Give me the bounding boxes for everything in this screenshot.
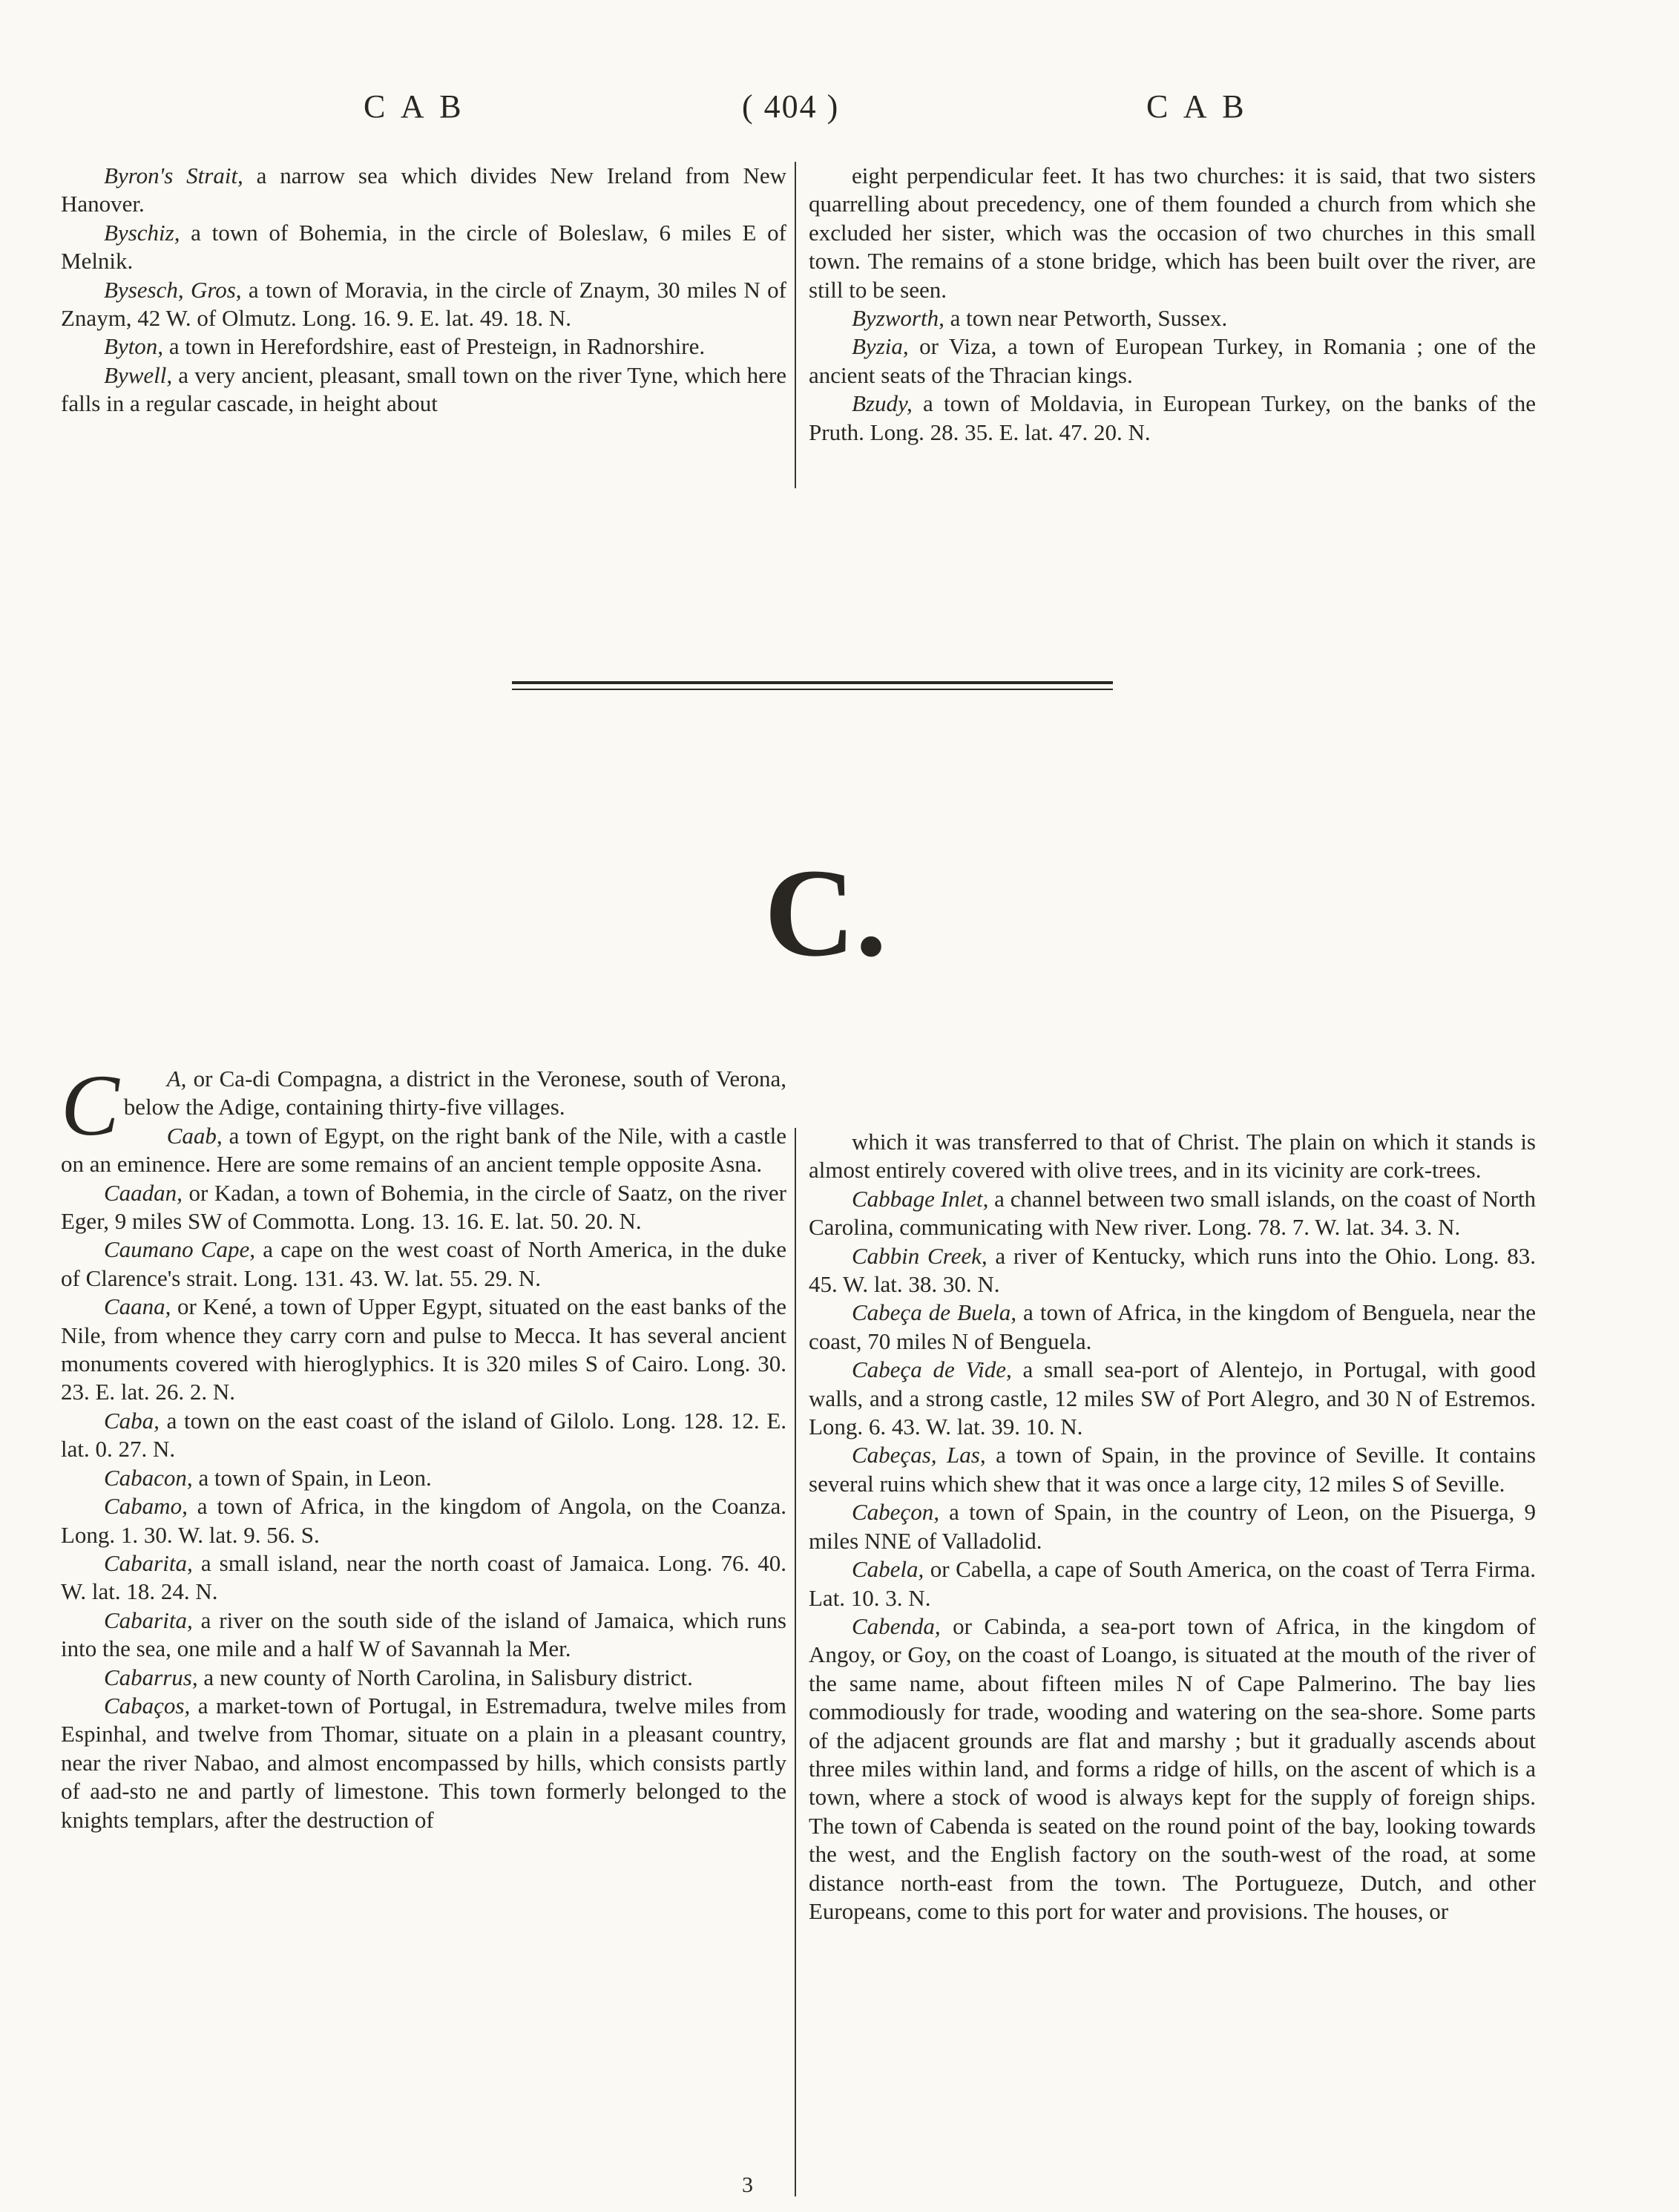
entry-term: Cabaços,: [104, 1692, 191, 1719]
bottom-left-column: [61, 1057, 786, 1834]
entry-term: A,: [166, 1066, 187, 1092]
entry-text: a town of Bohemia, in the circle of Boleslaw, 6 miles E of Melnik.: [61, 219, 786, 275]
column-divider: [795, 162, 796, 488]
running-header: [0, 88, 1679, 140]
entry-term: Cabarita,: [104, 1607, 193, 1633]
entry-text: a town of Africa, in the kingdom of Benguela, near the coast, 70 miles N of Benguela.: [809, 1299, 1537, 1354]
entry-term: Cabamo,: [104, 1493, 188, 1520]
entry-text: a river on the south side of the island of Jamaica, which runs into the sea, one mile and a half W of Savannah la Mer.: [61, 1607, 786, 1662]
entry-text: or Kadan, a town of Bohemia, in the circle of Saatz, on the river Eger, 9 miles SW of Commotta. Long. 13. 16. E. lat. 50. 20. N.: [61, 1179, 786, 1235]
entry-text: a small sea-port of Alentejo, in Portugal, with good walls, and a strong castle, 12 miles SW of Port Alegro, and 30 N of Estremos. Long. 6. 43. W. lat. 39. 10. N.: [809, 1356, 1536, 1440]
dictionary-entry: [809, 1441, 1536, 1498]
entry-term: Cabarrus,: [104, 1664, 198, 1690]
entry-text: a narrow sea which divides New Ireland from New Hanover.: [61, 163, 786, 217]
entry-text: a cape on the west coast of North America, in the duke of Clarence's strait. Long. 131. 43. W. lat. 55. 29. N.: [61, 1236, 786, 1291]
entry-term: Cabarita,: [104, 1549, 193, 1576]
dictionary-entry: [809, 1128, 1536, 1185]
dictionary-entry: [61, 1464, 786, 1492]
dictionary-entry: [809, 390, 1536, 447]
entry-text: which it was transferred to that of Christ. The plain on which it stands is almost entirely covered with olive trees, and in its vicinity are cork-trees.: [809, 1129, 1536, 1184]
entry-term: Bywell,: [104, 361, 173, 388]
dictionary-entry: [809, 1612, 1536, 1926]
dictionary-entry: [61, 1492, 786, 1549]
dictionary-entry: [61, 1235, 786, 1293]
entry-text: a town in Herefordshire, east of Presteign, in Radnorshire.: [163, 333, 706, 360]
dictionary-entry: [61, 1122, 786, 1179]
dictionary-entry: [809, 162, 1536, 304]
dictionary-entry: [809, 1242, 1536, 1299]
dictionary-entry: [61, 162, 786, 219]
entry-text: a town of Spain, in the country of Leon, on the Pisuerga, 9 miles NNE of Valladolid.: [809, 1499, 1536, 1554]
entry-term: Caba,: [104, 1407, 160, 1434]
entry-term: Cabacon,: [104, 1464, 193, 1491]
entry-term: Cabeça de Vide,: [852, 1356, 1012, 1383]
entry-text: or Viza, a town of European Turkey, in Romania ; one of the ancient seats of the Thracian kings.: [809, 333, 1536, 388]
entry-text: a town near Petworth, Sussex.: [944, 305, 1228, 332]
dictionary-entry: [61, 1549, 786, 1607]
header-right: C A B: [1146, 88, 1249, 125]
entry-term: Caana,: [104, 1293, 171, 1320]
dictionary-entry: [809, 1555, 1536, 1612]
dictionary-entry: [809, 1185, 1536, 1242]
entry-term: Byschiz,: [104, 219, 180, 246]
entry-text: a town of Egypt, on the right bank of the Nile, with a castle on an eminence. Here are some remains of an ancient temple opposite Asna.: [61, 1122, 786, 1178]
entry-text: a new county of North Carolina, in Salisbury district.: [197, 1664, 693, 1690]
entry-text: a town of Spain, in Leon.: [192, 1464, 432, 1491]
entry-text: a town of Moravia, in the circle of Znaym, 30 miles N of Znaym, 42 W. of Olmutz. Long. 16. 9. E. lat. 49. 18. N.: [61, 276, 786, 332]
signature-mark: 3: [742, 2173, 753, 2197]
dictionary-entry: [61, 361, 786, 419]
section-letter: C.: [764, 843, 887, 982]
entry-text: or Ca-di Compagna, a district in the Veronese, south of Verona, below the Adige, containing thirty-five villages.: [123, 1066, 786, 1120]
entry-text: a town of Africa, in the kingdom of Angola, on the Coanza. Long. 1. 30. W. lat. 9. 56. S.: [61, 1493, 786, 1548]
entry-term: Caadan,: [104, 1179, 183, 1206]
entry-text: or Cabella, a cape of South America, on the coast of Terra Firma. Lat. 10. 3. N.: [809, 1556, 1536, 1611]
entry-text: or Kené, a town of Upper Egypt, situated on the east banks of the Nile, from whence they carry corn and pulse to Mecca. It has several ancient monuments covered with hieroglyphics. It is 320 miles S of Cairo. Long. 30. 23. E. lat. 26. 2. N.: [61, 1293, 786, 1405]
bottom-left-entries: [61, 1122, 786, 1834]
dictionary-entry: [809, 1356, 1536, 1441]
entry-term: Bysesch, Gros,: [104, 276, 242, 303]
entry-term: Cabela,: [852, 1556, 924, 1583]
dictionary-entry: [61, 219, 786, 276]
entry-term: Cabeças, Las,: [852, 1442, 986, 1468]
entry-term: Cabbin Creek,: [852, 1242, 988, 1269]
entry-term: Byton,: [104, 333, 164, 360]
dictionary-entry: [61, 1293, 786, 1407]
entry-text: a market-town of Portugal, in Estremadura, twelve miles from Espinhal, and twelve from Thomar, situate on a plain in a pleasant country, near the river Nabao, and almost encompassed by hills, which consists partly of aad-sto ne and partly of limestone. This town formerly belonged to the knights templars, after the destruction of: [61, 1692, 786, 1833]
entry-text: a channel between two small islands, on the coast of North Carolina, communicating with New river. Long. 78. 7. W. lat. 34. 3. N.: [809, 1185, 1537, 1241]
page-number: ( 404 ): [742, 88, 840, 125]
column-divider: [795, 1128, 796, 2196]
entry-term: Caab,: [166, 1122, 223, 1149]
entry-term: Byzia,: [852, 333, 909, 360]
dictionary-entry: [61, 1607, 786, 1664]
entry-text: or Cabinda, a sea-port town of Africa, in the kingdom of Angoy, or Goy, on the coast of Loango, is situated at the mouth of the river of the same name, about fifteen miles N of Cape Palmerino. The bay lies commodiously for trade, wooding and watering on the sea-shore. Some parts of the adjacent grounds are flat and marshy ; but it gradually ascends about three miles within land, and forms a ridge of hills, on the ascent of which is a town, where a stock of wood is always kept for the supply of foreign ships. The town of Cabenda is seated on the round point of the bay, looking towards the west, and the English factory on the south-west of the road, at some distance north-east from the town. The Portugueze, Dutch, and other Europeans, come to this port for water and provisions. The houses, or: [809, 1612, 1536, 1924]
header-left: C A B: [364, 88, 466, 125]
top-left-column: [61, 162, 786, 419]
dictionary-entry: [61, 276, 786, 333]
entry-text: a small island, near the north coast of Jamaica. Long. 76. 40. W. lat. 18. 24. N.: [61, 1549, 786, 1605]
entry-text: a town of Moldavia, in European Turkey, on the banks of the Pruth. Long. 28. 35. E. lat. 47. 20. N.: [809, 390, 1536, 445]
entry-text: a very ancient, pleasant, small town on the river Tyne, which here falls in a regular cascade, in height about: [61, 361, 786, 417]
top-right-column: [809, 162, 1536, 447]
dictionary-entry: [61, 1407, 786, 1464]
section-rule: [512, 681, 1113, 690]
dictionary-entry: [61, 1179, 786, 1236]
entry-term: Cabenda,: [852, 1612, 941, 1639]
entry-term: Byron's Strait,: [104, 163, 243, 188]
entry-text: a town on the east coast of the island of Gilolo. Long. 128. 12. E. lat. 0. 27. N.: [61, 1407, 786, 1463]
entry-term: Cabeça de Buela,: [852, 1299, 1017, 1326]
drop-cap: C: [61, 1057, 119, 1154]
dictionary-entry: [61, 1692, 786, 1834]
dictionary-entry: [61, 332, 786, 361]
dictionary-entry: [809, 304, 1536, 332]
entry-term: Cabbage Inlet,: [852, 1185, 989, 1212]
entry-text: a town of Spain, in the province of Seville. It contains several ruins which shew that it was once a large city, 12 miles S of Seville.: [809, 1442, 1536, 1497]
entry-term: Cabeçon,: [852, 1499, 939, 1526]
entry-text: a river of Kentucky, which runs into the Ohio. Long. 83. 45. W. lat. 38. 30. N.: [809, 1242, 1536, 1298]
entry-term: Byzworth,: [852, 305, 944, 332]
bottom-right-column: [809, 1128, 1536, 1926]
dictionary-entry: [809, 1498, 1536, 1555]
dictionary-entry: [61, 1664, 786, 1692]
entry-term: Bzudy,: [852, 390, 913, 417]
dictionary-entry: [809, 1299, 1536, 1356]
entry-term: Caumano Cape,: [104, 1236, 255, 1263]
entry-text: eight perpendicular feet. It has two churches: it is said, that two sisters quarrelling about precedency, one of them founded a church from which she excluded her sister, which was the occasion of two churches in this small town. The remains of a stone bridge, which has been built over the river, are still to be seen.: [809, 163, 1536, 303]
dictionary-entry: [809, 332, 1536, 390]
